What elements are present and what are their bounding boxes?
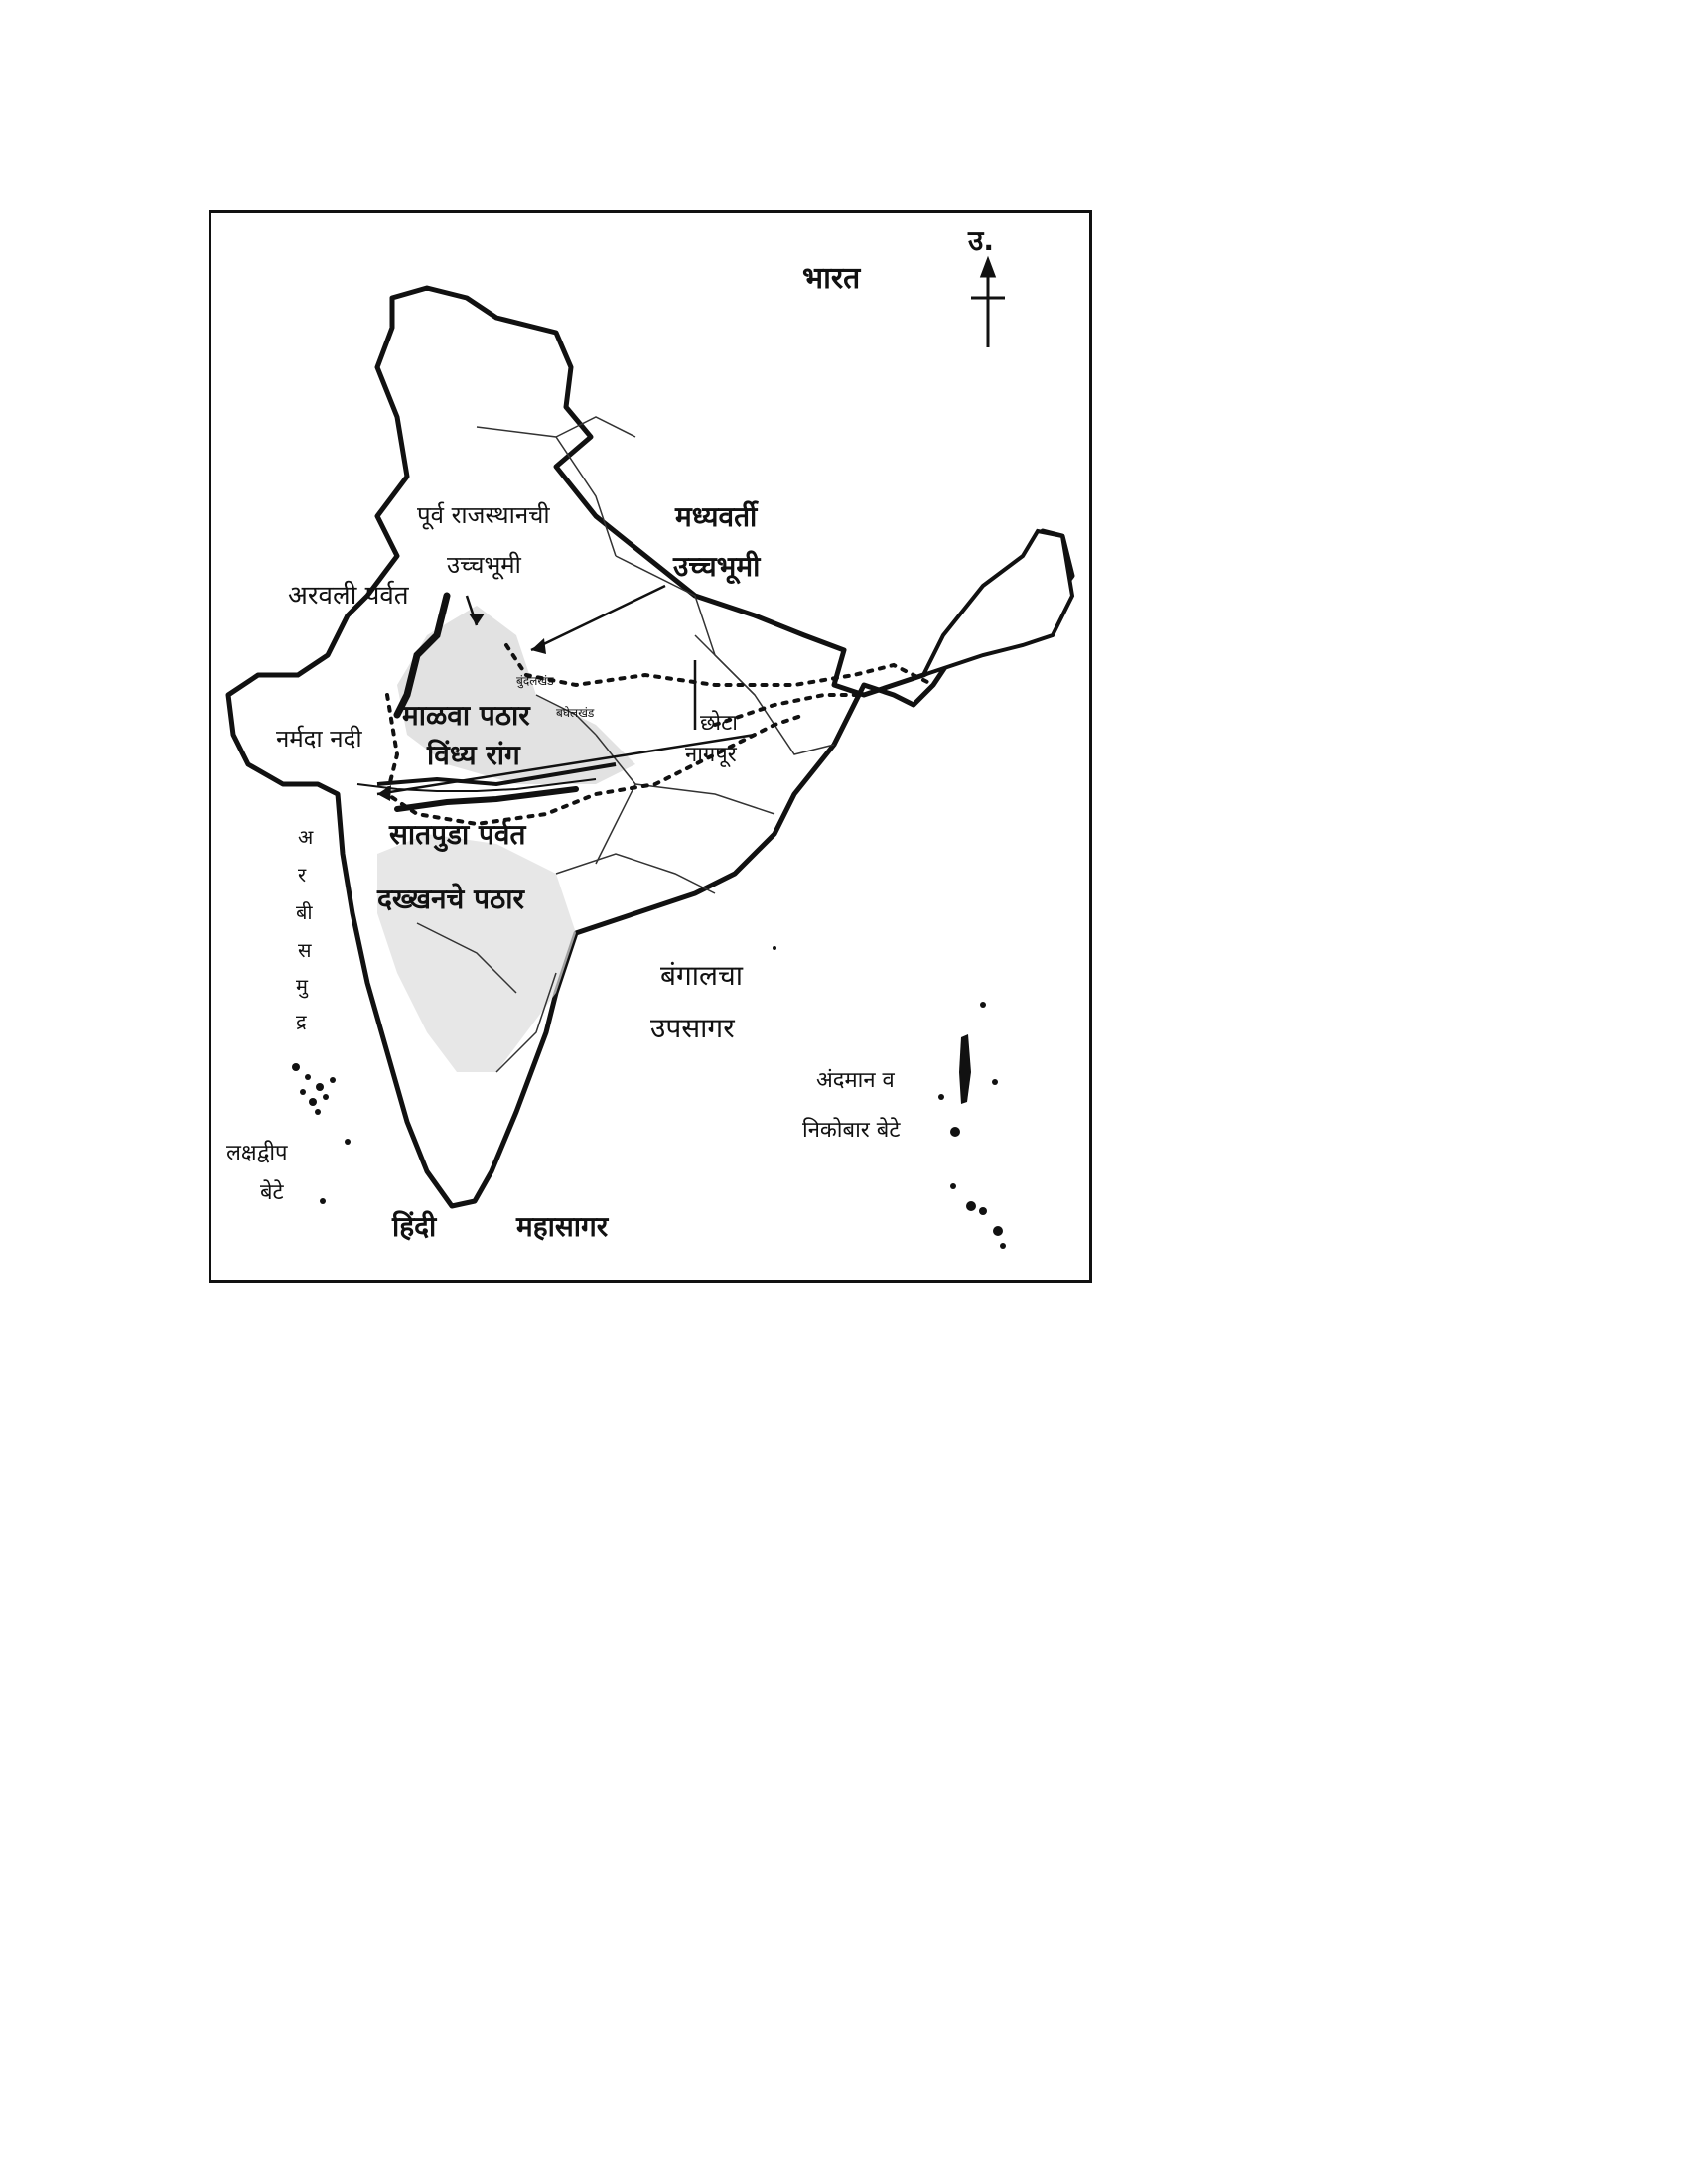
north-arrow-icon: [971, 260, 1005, 347]
label-mahasagar: महासागर: [516, 1210, 609, 1243]
label-arabi-4: स: [298, 938, 312, 962]
label-arabi-2: र: [298, 863, 307, 887]
northeast-outline: [923, 531, 1072, 675]
label-nagpur: नागपूर: [685, 743, 737, 767]
label-malwa: माळवा पठार: [402, 699, 530, 732]
label-upsagar: उपसागर: [650, 1012, 735, 1044]
label-baghelkhand: बघेलखंड: [556, 706, 595, 720]
label-uchchabhumi-right: उच्चभूमी: [673, 550, 761, 583]
label-purva-rajasthan: पूर्व राजस्थानची: [417, 501, 550, 529]
label-aravali: अरवली पर्वत: [288, 581, 409, 611]
label-bundelkhand: बुंदेलखंड: [516, 674, 554, 688]
label-satpuda: सातपुडा पर्वत: [389, 818, 526, 851]
north-label: उ.: [968, 224, 994, 257]
label-arabi-1: अ: [298, 825, 314, 849]
label-narmada: नर्मदा नदी: [276, 725, 362, 752]
label-uchchabhumi-left: उच्चभूमी: [447, 551, 521, 579]
andaman-nicobar-islands: [773, 946, 1006, 1249]
map-title: भारत: [802, 261, 861, 296]
label-vindhya: विंध्य रांग: [427, 739, 520, 771]
label-madhyavarti: मध्यवर्ती: [675, 500, 758, 533]
label-arabi-3: बी: [296, 900, 313, 924]
label-bete: बेटे: [260, 1180, 284, 1205]
lakshadweep-islands: [292, 1063, 351, 1204]
label-arabi-5: मु: [296, 974, 308, 998]
label-lakshadweep: लक्षद्वीप: [226, 1141, 288, 1165]
label-bangal: बंगालचा: [660, 959, 744, 992]
label-arabi-6: द्र: [296, 1010, 307, 1033]
label-chhota: छोटा: [700, 711, 738, 736]
label-andaman: अंदमान व: [816, 1068, 895, 1093]
label-nicobar: निकोबार बेटे: [802, 1118, 901, 1143]
label-hindi: हिंदी: [392, 1210, 437, 1243]
label-deccan: दख्खनचे पठार: [377, 883, 524, 915]
